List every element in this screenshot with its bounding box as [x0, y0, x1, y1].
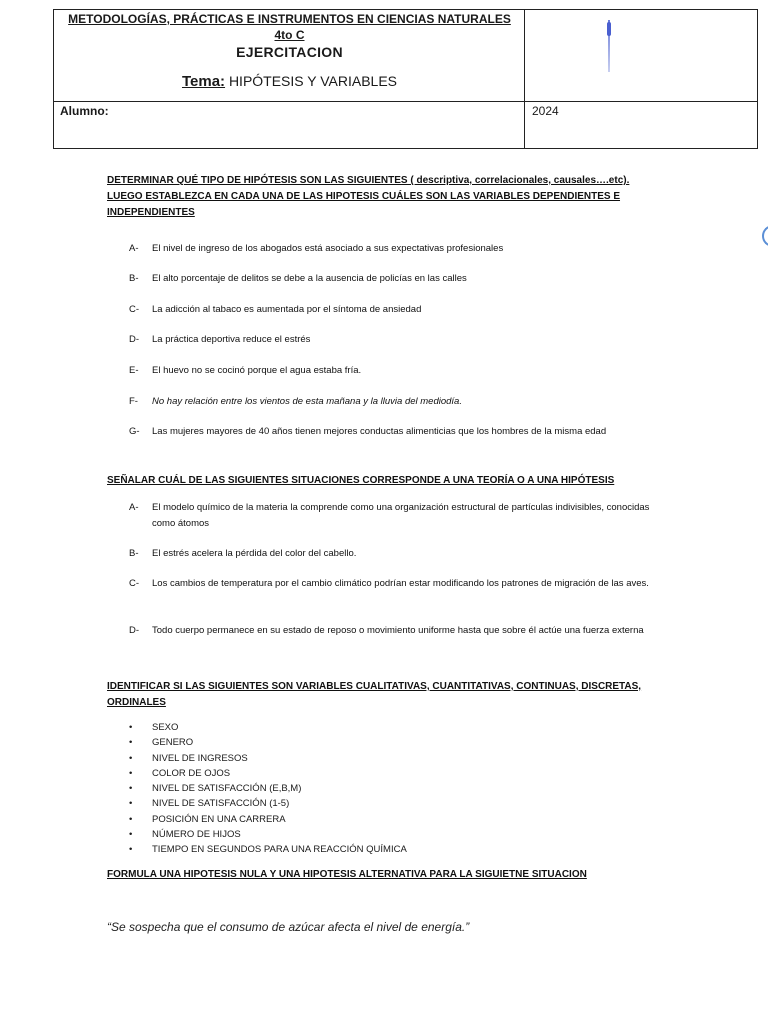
item-letter: G-	[129, 426, 140, 437]
item-text: El nivel de ingreso de los abogados está asociado a sus expectativas profesionales	[152, 243, 504, 254]
item-text: El huevo no se cocinó porque el agua estaba fría.	[152, 365, 362, 376]
section2-item	[129, 623, 659, 639]
topic-line	[54, 73, 525, 90]
document-title: EJERCITACION	[236, 44, 343, 60]
variables-list	[129, 720, 629, 858]
section2-item	[129, 500, 659, 531]
bullet-icon: •	[129, 829, 133, 841]
grade-label: 4to C	[274, 28, 305, 42]
list-item-text: NÚMERO DE HIJOS	[152, 829, 241, 841]
logo-dot-icon	[607, 22, 611, 36]
logo-cell	[525, 10, 757, 102]
list-item	[129, 796, 629, 811]
item-letter: D-	[129, 625, 140, 636]
item-letter: A-	[129, 243, 139, 254]
header-title-cell	[54, 10, 525, 102]
list-item	[129, 720, 629, 735]
list-item-text: GENERO	[152, 737, 194, 749]
section1-item	[129, 424, 659, 440]
section2-heading: SEÑALAR CUÁL DE LAS SIGUIENTES SITUACIONES CORRESPONDE A UNA TEORÍA O A UNA HIPÓTESIS	[107, 475, 615, 486]
section1-item	[129, 241, 659, 257]
section1-item	[129, 332, 659, 348]
item-text: El modelo químico de la materia la comprende como una organización estructural de partículas indivisibles, conocidas como átomos	[152, 502, 650, 529]
list-item	[129, 842, 629, 857]
list-item	[129, 812, 629, 827]
item-letter: F-	[129, 396, 138, 407]
section2-item	[129, 576, 659, 592]
list-item-text: NIVEL DE SATISFACCIÓN (E,B,M)	[152, 783, 302, 795]
item-text: La adicción al tabaco es aumentada por el síntoma de ansiedad	[152, 304, 422, 315]
bullet-icon: •	[129, 767, 133, 779]
bullet-icon: •	[129, 798, 133, 810]
list-item	[129, 827, 629, 842]
bullet-icon: •	[129, 844, 133, 856]
list-item	[129, 735, 629, 750]
item-letter: A-	[129, 502, 139, 513]
subject-title: METODOLOGÍAS, PRÁCTICAS E INSTRUMENTOS EN CIENCIAS NATURALES	[68, 12, 511, 26]
bullet-icon: •	[129, 722, 133, 733]
year-value: 2024	[532, 104, 559, 118]
student-cell	[54, 102, 525, 148]
list-item-text: COLOR DE OJOS	[152, 767, 231, 779]
bullet-icon: •	[129, 813, 133, 825]
student-label: Alumno:	[60, 104, 109, 118]
item-text: Las mujeres mayores de 40 años tienen mejores conductas alimenticias que los hombres de la misma edad	[152, 426, 607, 437]
bullet-icon: •	[129, 737, 133, 749]
item-text: Todo cuerpo permanece en su estado de reposo o movimiento uniforme hasta que sobre él actúe una fuerza externa	[152, 625, 644, 636]
year-cell	[525, 102, 757, 148]
item-text: El estrés acelera la pérdida del color del cabello.	[152, 548, 357, 559]
topic-label: Tema:	[181, 73, 226, 90]
section1-item	[129, 394, 659, 410]
header-table	[53, 9, 758, 149]
topic-value: HIPÓTESIS Y VARIABLES	[228, 73, 398, 89]
section1-item	[129, 302, 659, 318]
item-text: El alto porcentaje de delitos se debe a la ausencia de policías en las calles	[152, 273, 467, 284]
item-letter: D-	[129, 334, 140, 345]
list-item-text: NIVEL DE INGRESOS	[152, 752, 248, 764]
section3-heading: IDENTIFICAR SI LAS SIGUIENTES SON VARIABLES CUALITATIVAS, CUANTITATIVAS, CONTINUAS, DISCRETAS, ORDINALES	[107, 681, 642, 708]
situation-quote: “Se sospecha que el consumo de azúcar afecta el nivel de energía.”	[107, 920, 470, 934]
item-text: La práctica deportiva reduce el estrés	[152, 334, 311, 345]
list-item-text: POSICIÓN EN UNA CARRERA	[152, 813, 286, 825]
section1-heading: DETERMINAR QUÉ TIPO DE HIPÓTESIS SON LAS SIGUIENTES ( descriptiva, correlacionales, causales….etc). LUEGO ESTABLEZCA EN CADA UNA DE LAS HIPOTESIS CUÁLES SON LAS VARIABLES DEPENDIENTES E INDEPENDIENTES	[107, 175, 630, 218]
item-letter: E-	[129, 365, 139, 376]
item-letter: C-	[129, 304, 140, 315]
list-item-text: SEXO	[152, 722, 179, 733]
list-item	[129, 766, 629, 781]
item-letter: B-	[129, 273, 139, 284]
item-letter: C-	[129, 578, 140, 589]
section4-heading: FORMULA UNA HIPOTESIS NULA Y UNA HIPOTESIS ALTERNATIVA PARA LA SIGUIETNE SITUACION	[107, 869, 587, 880]
item-letter: B-	[129, 548, 139, 559]
list-item-text: NIVEL DE SATISFACCIÓN (1-5)	[152, 798, 290, 810]
bullet-icon: •	[129, 752, 133, 764]
section1-item	[129, 271, 659, 287]
section1-item	[129, 363, 659, 379]
item-text: No hay relación entre los vientos de esta mañana y la lluvia del mediodía.	[152, 396, 462, 407]
list-item	[129, 751, 629, 766]
list-item-text: TIEMPO EN SEGUNDOS PARA UNA REACCIÓN QUÍMICA	[152, 844, 407, 856]
section2-item	[129, 546, 659, 562]
bullet-icon: •	[129, 783, 133, 795]
list-item	[129, 781, 629, 796]
item-text: Los cambios de temperatura por el cambio climático podrían estar modificando los patrones de migración de las aves.	[152, 578, 649, 589]
margin-bracket-icon	[762, 225, 768, 247]
